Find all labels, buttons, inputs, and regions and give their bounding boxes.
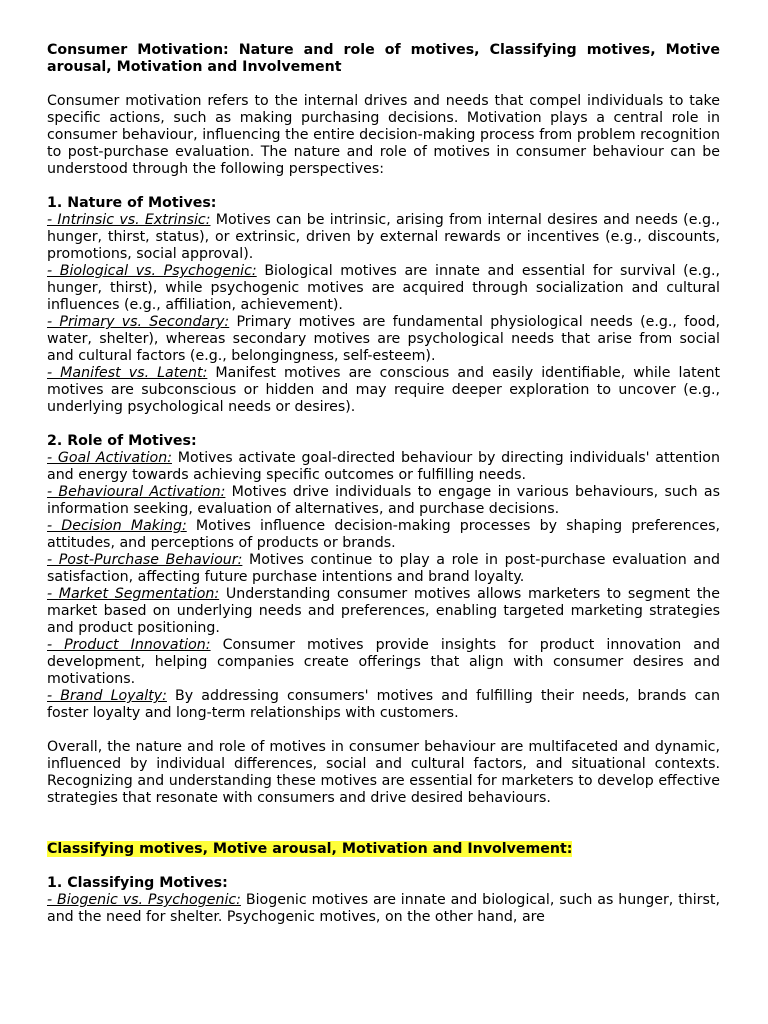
role-item [47,450,720,484]
item-label: - Biological vs. Psychogenic: [47,263,257,279]
item-label: - Goal Activation: [47,450,172,466]
classifying-item [47,892,720,926]
item-text: Motives activate goal-directed behaviour by directing individuals' attention and energy towards achieving specific outcomes or fulfilling needs. [47,450,720,483]
role-item [47,518,720,552]
highlighted-heading-row [47,841,720,858]
item-label: - Decision Making: [47,518,187,534]
item-text: By addressing consumers' motives and fulfilling their needs, brands can foster loyalty and long-term relationships with customers. [47,688,720,721]
item-text: Motives continue to play a role in post-purchase evaluation and satisfaction, affecting future purchase intentions and brand loyalty. [47,552,720,585]
item-label: - Intrinsic vs. Extrinsic: [47,212,211,228]
item-text: Motives drive individuals to engage in various behaviours, such as information seeking, evaluation of alternatives, and purchase decisions. [47,484,720,517]
item-text: Primary motives are fundamental physiological needs (e.g., food, water, shelter), whereas secondary motives are psychological needs that arise from social and cultural factors (e.g., belongingness, self-esteem). [47,314,721,364]
role-item [47,637,720,688]
item-label: - Manifest vs. Latent: [47,365,208,381]
item-label: - Biogenic vs. Psychogenic: [47,892,241,908]
classifying-heading: 1. Classifying Motives: [47,875,228,891]
item-text: Motives influence decision-making processes by shaping preferences, attitudes, and perceptions of products or brands. [47,518,720,551]
role-item [47,688,720,722]
nature-item [47,365,720,416]
item-label: - Behavioural Activation: [47,484,226,500]
role-item [47,484,720,518]
document-title: Consumer Motivation: Nature and role of motives, Classifying motives, Motive arousal, Motivation and Involvement [47,42,720,75]
item-text: Consumer motives provide insights for product innovation and development, helping companies create offerings that align with consumer desires and motivations. [47,637,720,687]
intro-paragraph: Consumer motivation refers to the internal drives and needs that compel individuals to take specific actions, such as making purchasing decisions. Motivation plays a central role in consumer behaviour, influencing the entire decision-making process from problem recognition to post-purchase evaluation. The nature and role of motives in consumer behaviour can be understood through the following perspectives: [47,93,720,177]
item-label: - Primary vs. Secondary: [47,314,230,330]
nature-item [47,263,720,314]
item-label: - Brand Loyalty: [47,688,167,704]
role-item [47,586,720,637]
nature-heading: 1. Nature of Motives: [47,195,217,211]
item-label: - Post-Purchase Behaviour: [47,552,243,568]
item-text: Biogenic motives are innate and biological, such as hunger, thirst, and the need for shelter. Psychogenic motives, on the other hand, are [47,892,720,925]
role-heading: 2. Role of Motives: [47,433,197,449]
item-label: - Market Segmentation: [47,586,220,602]
item-text: Biological motives are innate and essential for survival (e.g., hunger, thirst), while psychogenic motives are acquired through socialization and cultural influences (e.g., affiliation, achievement). [47,263,720,313]
item-label: - Product Innovation: [47,637,211,653]
item-text: Manifest motives are conscious and easily identifiable, while latent motives are subconscious or hidden and may require deeper exploration to uncover (e.g., underlying psychological needs or desires). [47,365,721,415]
nature-item [47,314,720,365]
highlighted-heading: Classifying motives, Motive arousal, Motivation and Involvement: [47,841,573,857]
item-text: Understanding consumer motives allows marketers to segment the market based on underlying needs and preferences, enabling targeted marketing strategies and product positioning. [47,586,720,636]
role-item [47,552,720,586]
nature-item [47,212,720,263]
document-page [47,42,720,926]
overall-paragraph: Overall, the nature and role of motives in consumer behaviour are multifaceted and dynamic, influenced by individual differences, social and cultural factors, and situational contexts. Recognizing and understanding these motives are essential for marketers to develop effective strategies that resonate with consumers and drive desired behaviours. [47,739,720,806]
item-text: Motives can be intrinsic, arising from internal desires and needs (e.g., hunger, thirst, status), or extrinsic, driven by external rewards or incentives (e.g., discounts, promotions, social approval). [47,212,720,262]
